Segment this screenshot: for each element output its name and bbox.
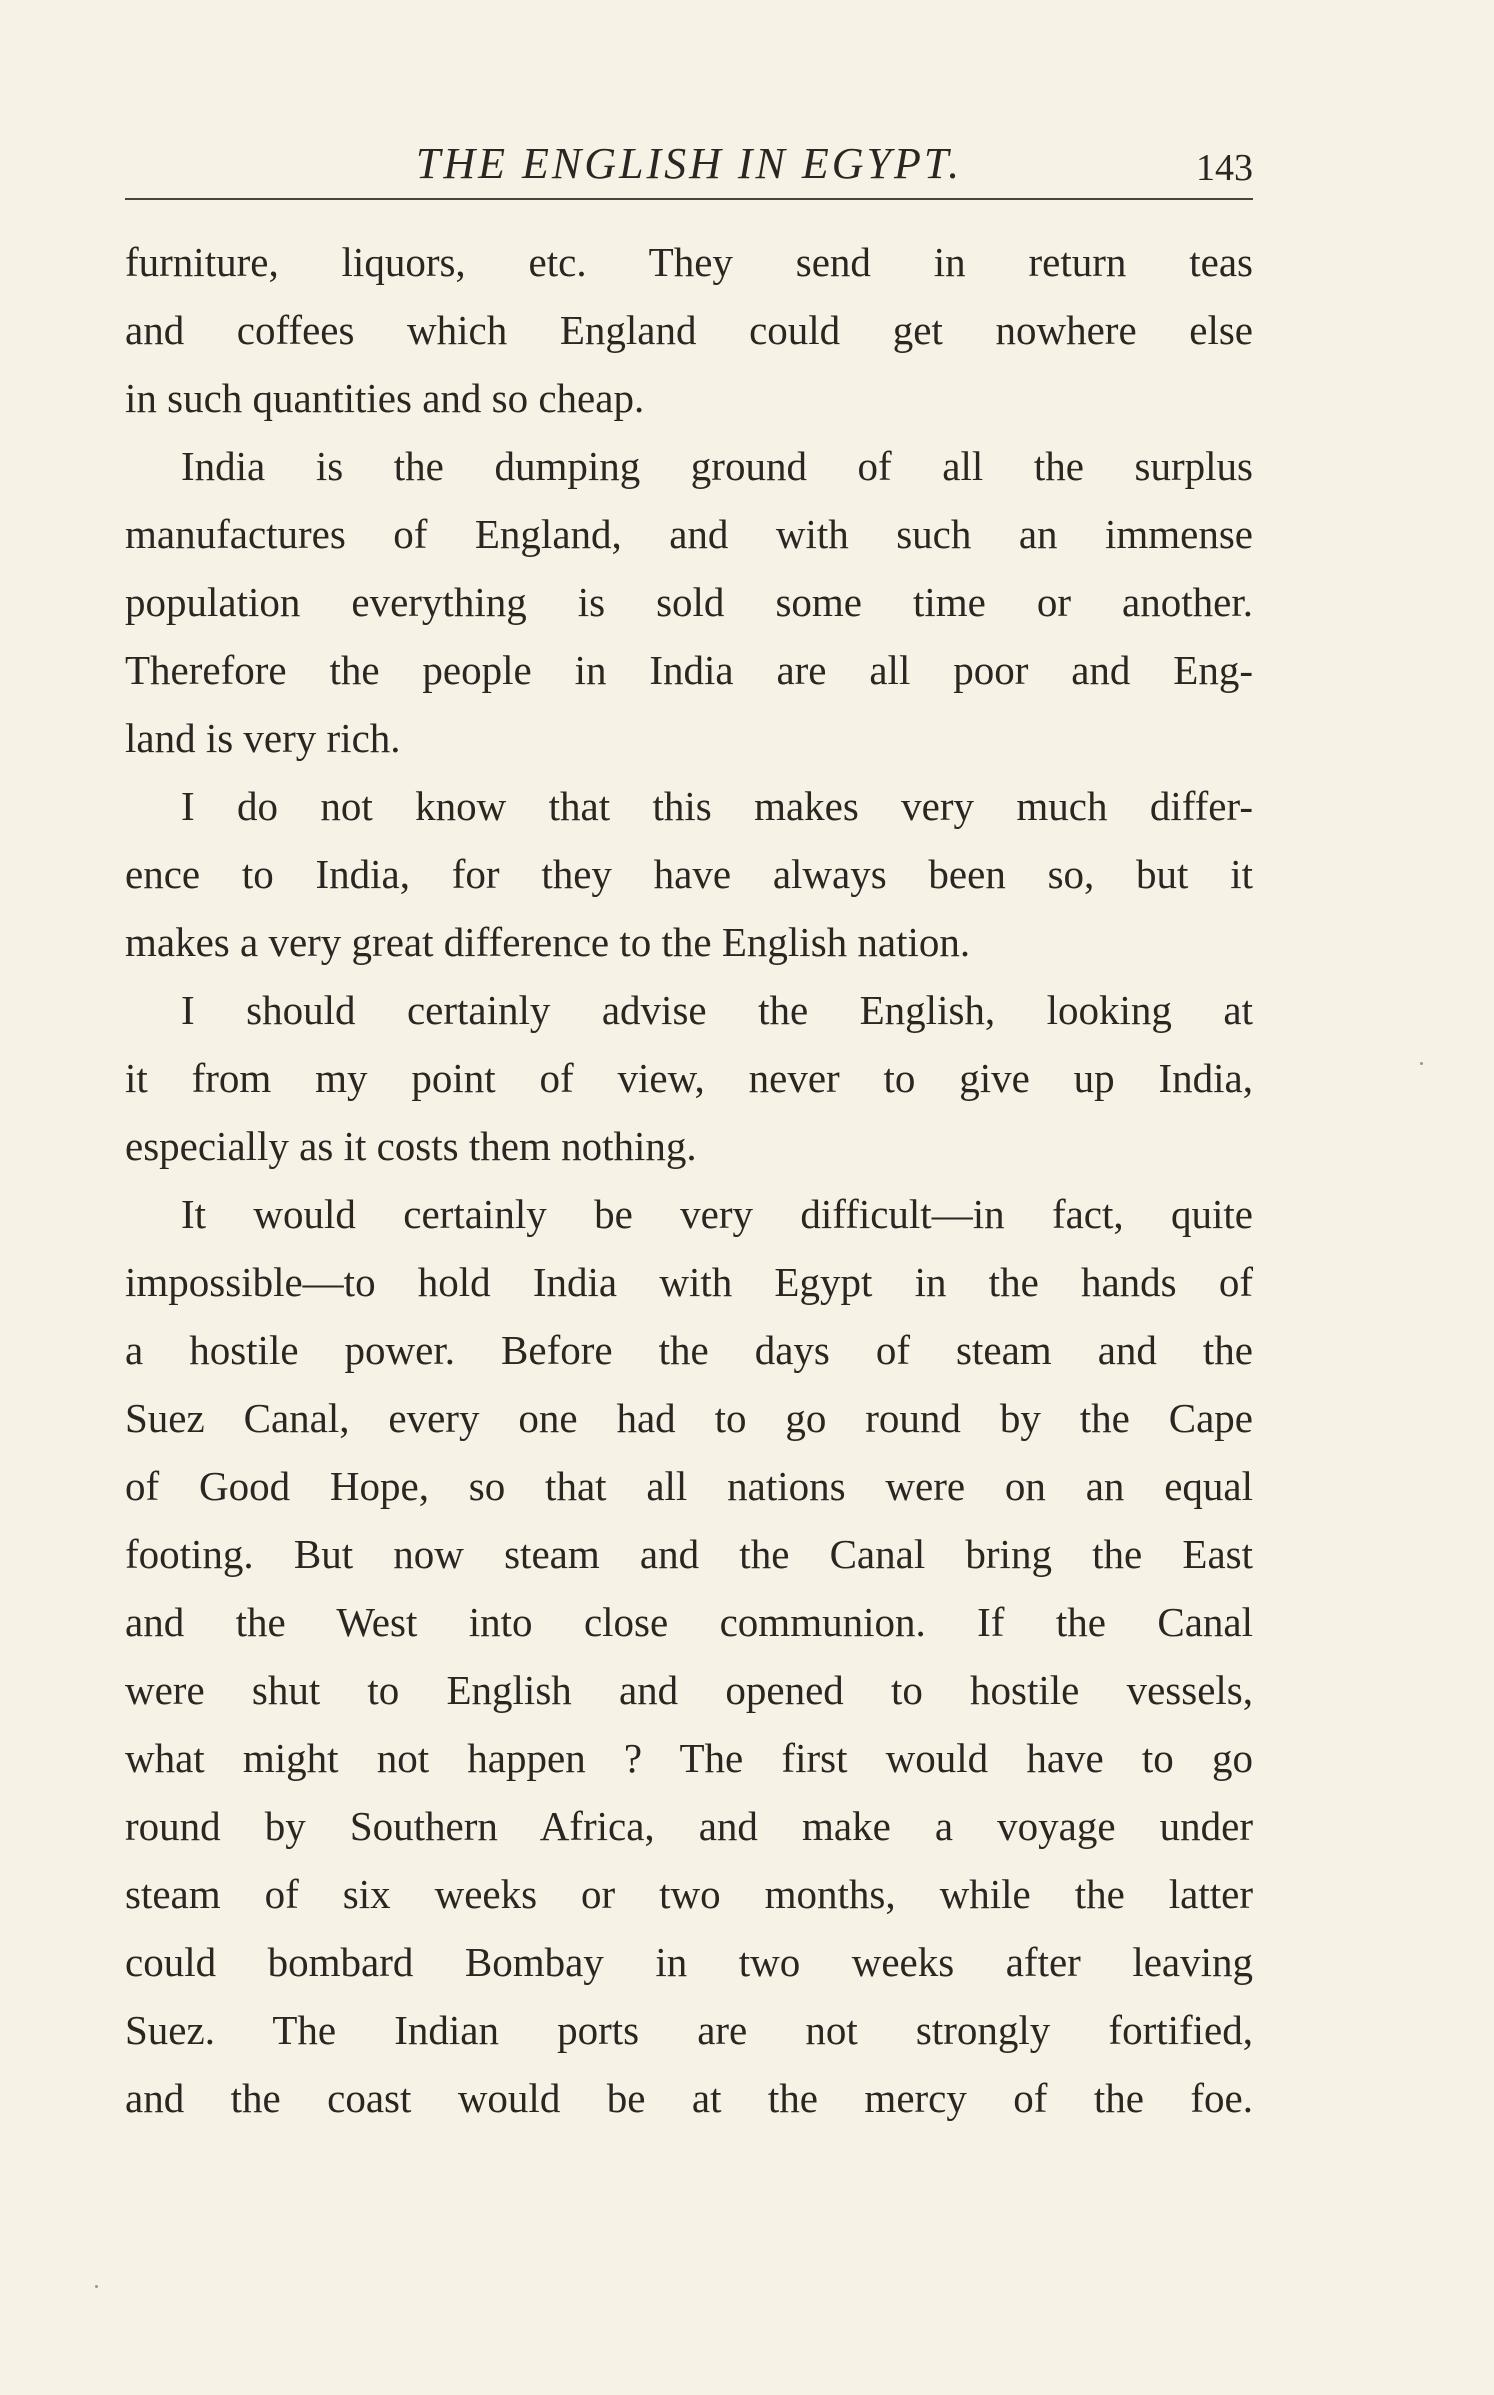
text-line: land is very rich. [125, 715, 401, 761]
text-line: footing. But now steam and the Canal bring the East [125, 1531, 1253, 1577]
text-line: manufactures of England, and with such an immense [125, 511, 1253, 557]
text-line: a hostile power. Before the days of steam and the [125, 1327, 1253, 1373]
page-number: 143 [1196, 147, 1253, 189]
text-line: impossible—to hold India with Egypt in the hands of [125, 1259, 1253, 1305]
text-line: and the coast would be at the mercy of the foe. [125, 2075, 1253, 2121]
text-line: furniture, liquors, etc. They send in return teas [125, 239, 1253, 285]
text-line: makes a very great difference to the English nation. [125, 919, 971, 965]
running-title: THE ENGLISH IN EGYPT. [415, 139, 963, 188]
text-line: ence to India, for they have always been so, but it [125, 851, 1253, 897]
running-head [125, 138, 1253, 198]
text-line: were shut to English and opened to hostile vessels, [125, 1667, 1253, 1713]
text-line: I do not know that this makes very much differ- [181, 783, 1253, 829]
text-line: Suez Canal, every one had to go round by the Cape [125, 1395, 1253, 1441]
text-line: could bombard Bombay in two weeks after leaving [125, 1939, 1253, 1985]
text-line: what might not happen ? The first would have to go [125, 1735, 1253, 1781]
text-line: It would certainly be very difficult—in fact, quite [181, 1191, 1253, 1237]
text-line: population everything is sold some time or another. [125, 579, 1253, 625]
text-line: in such quantities and so cheap. [125, 375, 645, 421]
text-line: steam of six weeks or two months, while the latter [125, 1871, 1253, 1917]
text-line: of Good Hope, so that all nations were on an equal [125, 1463, 1253, 1509]
text-line: Suez. The Indian ports are not strongly fortified, [125, 2007, 1253, 2053]
body-text [125, 228, 1253, 2132]
text-line: Therefore the people in India are all poor and Eng- [125, 647, 1253, 693]
text-line: I should certainly advise the English, looking at [181, 987, 1253, 1033]
text-line: India is the dumping ground of all the surplus [181, 443, 1253, 489]
text-line: especially as it costs them nothing. [125, 1123, 697, 1169]
header-rule [125, 198, 1253, 200]
text-line: round by Southern Africa, and make a voyage under [125, 1803, 1253, 1849]
paper-speck [1420, 1062, 1423, 1065]
text-line: and coffees which England could get nowhere else [125, 307, 1253, 353]
text-line: and the West into close communion. If the Canal [125, 1599, 1253, 1645]
paper-speck [95, 2285, 98, 2288]
text-line: it from my point of view, never to give up India, [125, 1055, 1253, 1101]
